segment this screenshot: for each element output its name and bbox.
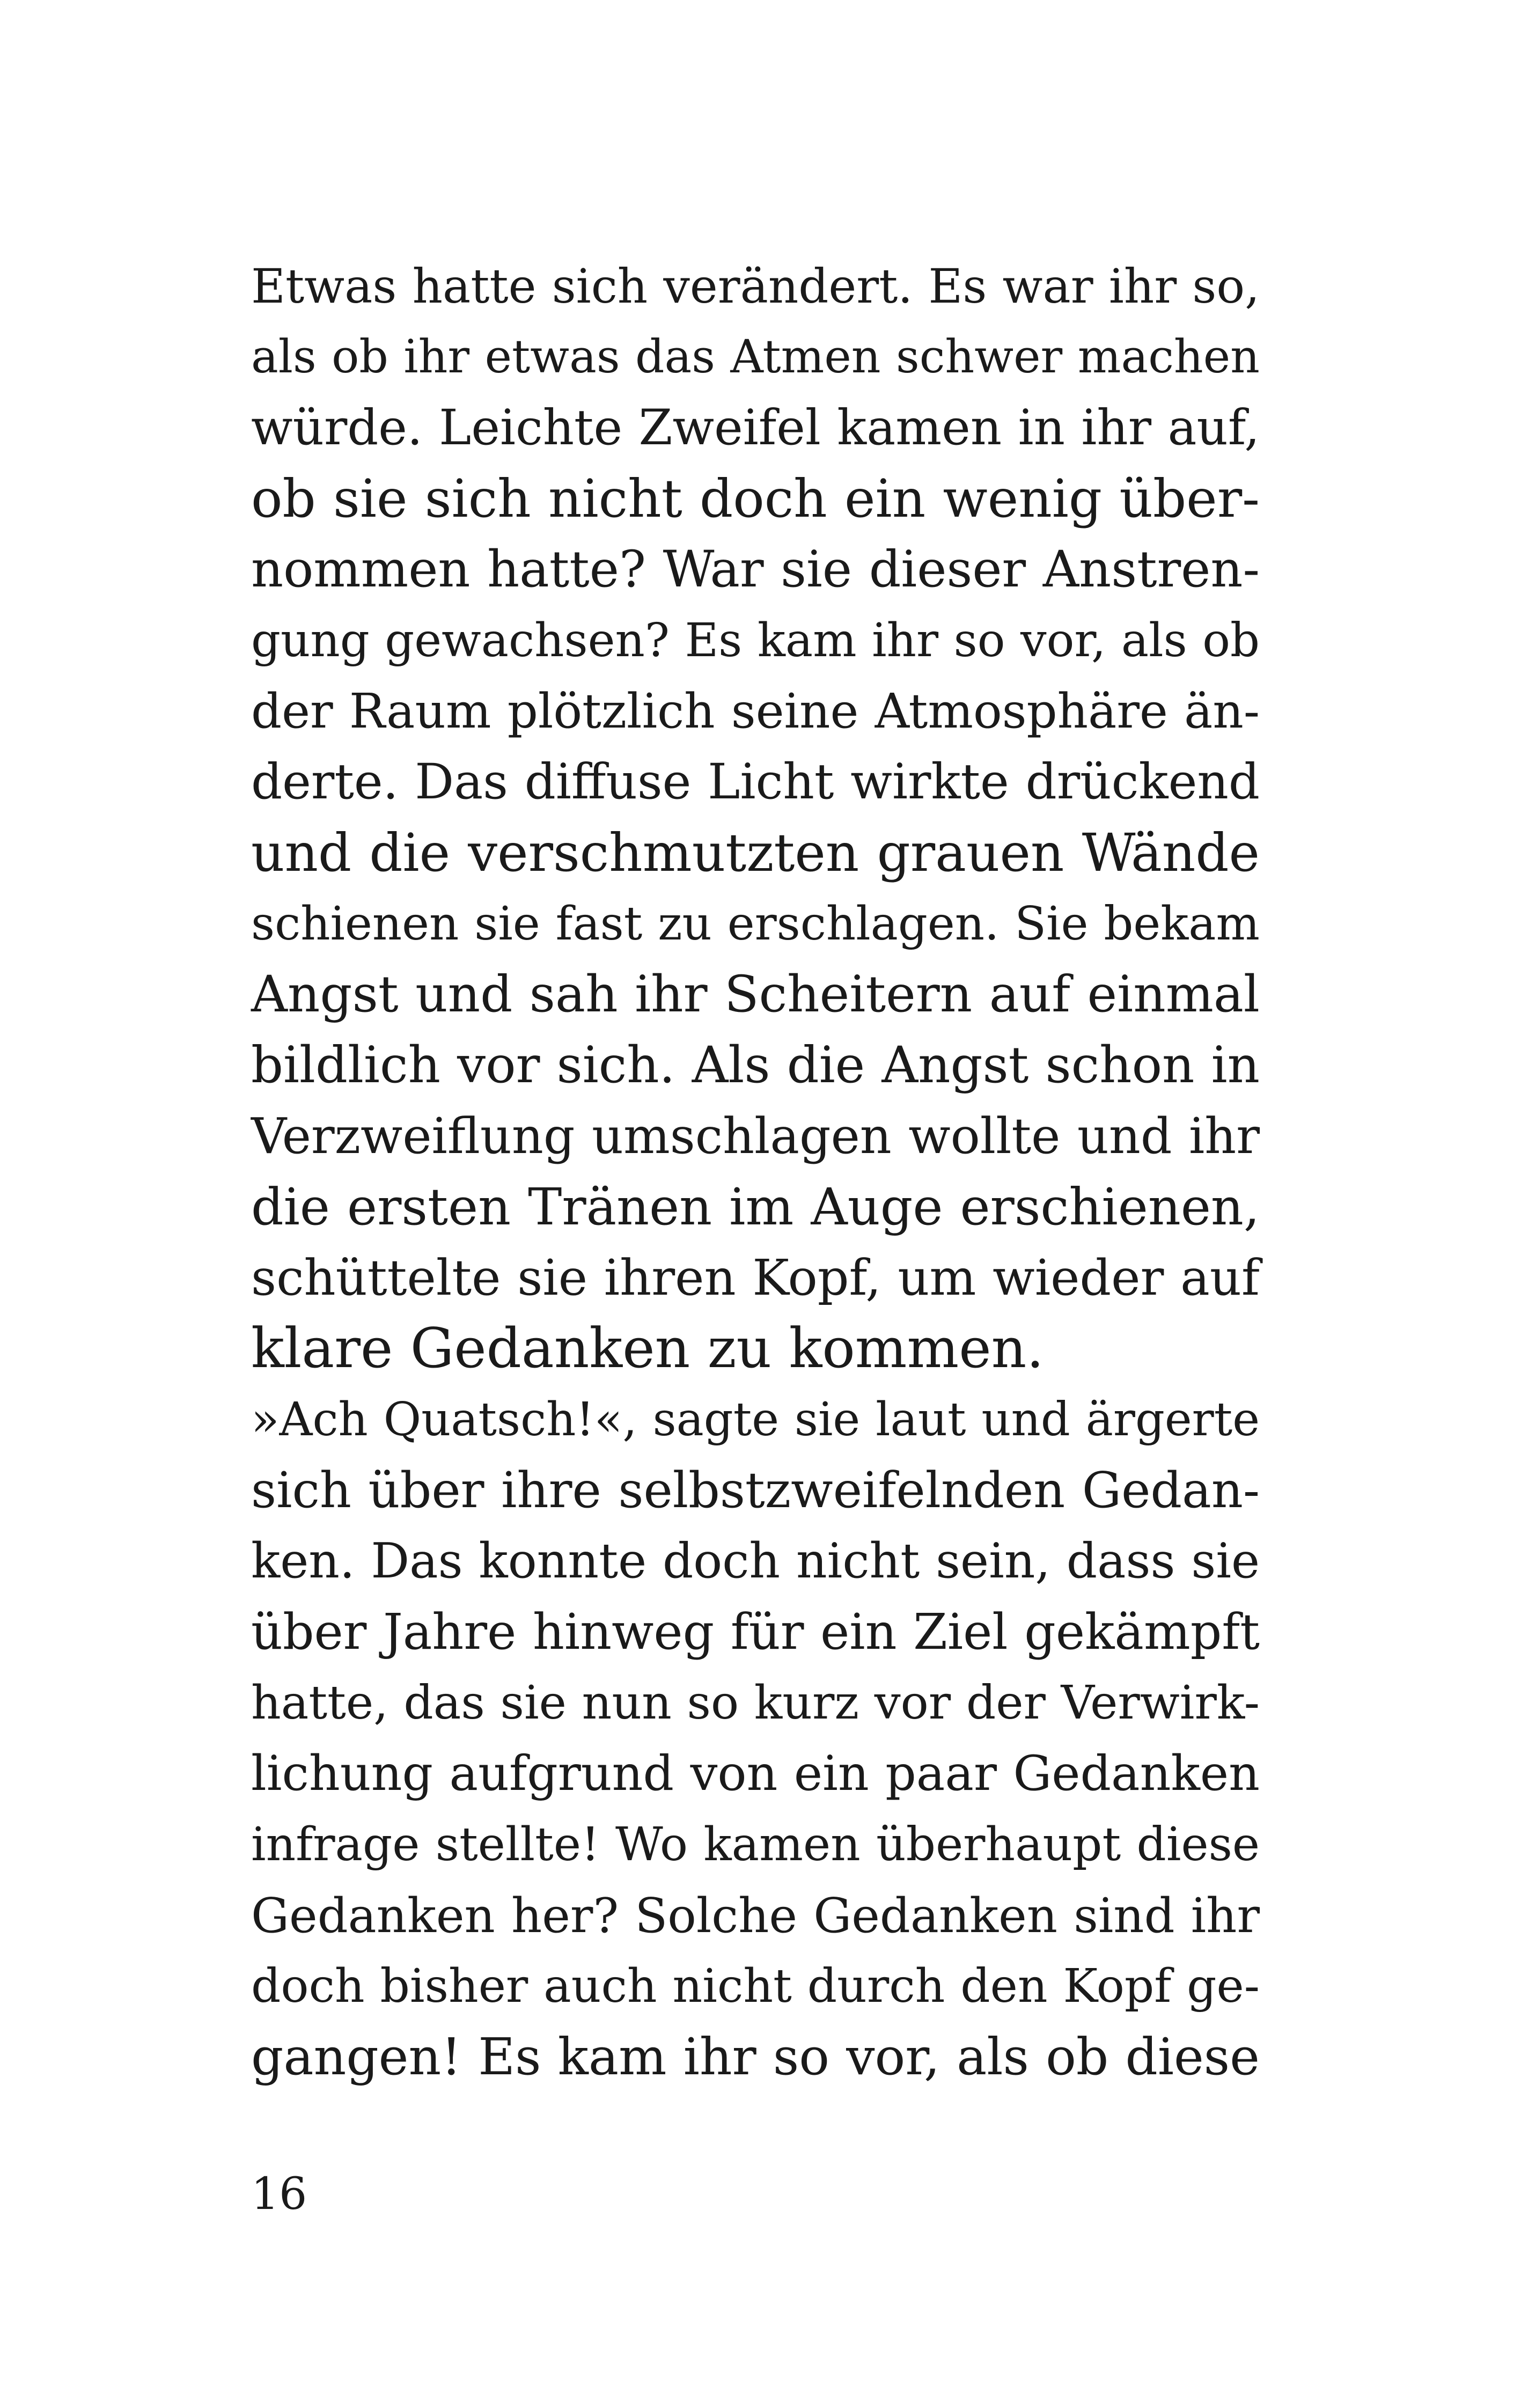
text-line: Gedanken her? Solche Gedanken sind ihr xyxy=(251,1888,1260,1943)
text-line: würde. Leichte Zweifel kamen in ihr auf, xyxy=(251,400,1260,456)
text-line: bildlich vor sich. Als die Angst schon in xyxy=(251,1036,1260,1095)
text-line: »Ach Quatsch!«, sagte sie laut und ärgerte xyxy=(251,1393,1260,1447)
text-line: die ersten Tränen im Auge erschienen, xyxy=(251,1178,1260,1237)
text-line: derte. Das diffuse Licht wirkte drückend xyxy=(251,754,1260,810)
text-line: und die verschmutzten grauen Wände xyxy=(251,823,1260,883)
page-number: 16 xyxy=(251,2169,307,2220)
text-line: klare Gedanken zu kommen. xyxy=(251,1317,1044,1381)
text-line: Etwas hatte sich verändert. Es war ihr so, xyxy=(251,259,1260,314)
text-line: ken. Das konnte doch nicht sein, dass sie xyxy=(251,1533,1260,1589)
text-line: als ob ihr etwas das Atmen schwer machen xyxy=(251,331,1260,384)
text-line: infrage stellte! Wo kamen überhaupt diese xyxy=(251,1818,1260,1871)
text-line: ob sie sich nicht doch ein wenig über- xyxy=(251,468,1260,529)
text-line: doch bisher auch nicht durch den Kopf ge- xyxy=(251,1959,1260,2013)
text-line: der Raum plötzlich seine Atmosphäre än- xyxy=(251,684,1260,739)
text-line: Verzweiflung umschlagen wollte und ihr xyxy=(251,1107,1260,1165)
text-line: gung gewachsen? Es kam ihr so vor, als ob xyxy=(251,614,1260,667)
text-line: über Jahre hinweg für ein Ziel gekämpft xyxy=(251,1603,1260,1661)
text-line: nommen hatte? War sie dieser Anstren- xyxy=(251,540,1260,599)
text-line: gangen! Es kam ihr so vor, als ob diese xyxy=(251,2028,1260,2087)
text-line: sich über ihre selbstzweifelnden Gedan- xyxy=(251,1462,1260,1519)
text-line: schüttelte sie ihren Kopf, um wieder auf xyxy=(251,1249,1260,1306)
text-line: hatte, das sie nun so kurz vor der Verwirk- xyxy=(251,1676,1260,1730)
body-text xyxy=(251,251,1260,2093)
text-line: schienen sie fast zu erschlagen. Sie bekam xyxy=(251,897,1260,951)
text-line: Angst und sah ihr Scheitern auf einmal xyxy=(251,965,1260,1024)
text-line: lichung aufgrund von ein paar Gedanken xyxy=(251,1746,1260,1802)
